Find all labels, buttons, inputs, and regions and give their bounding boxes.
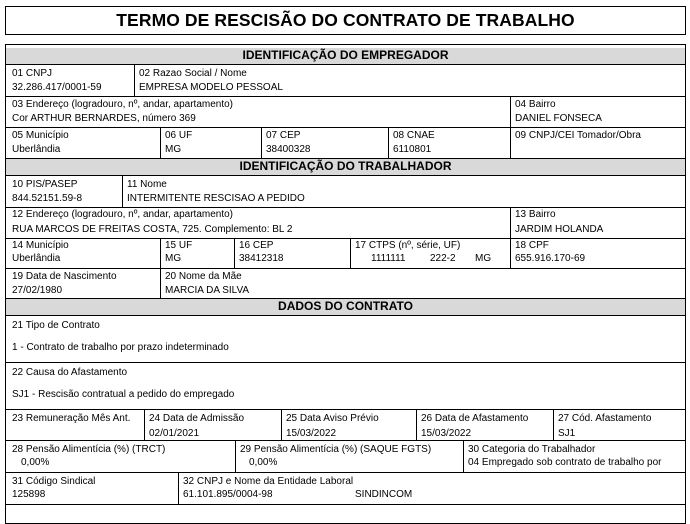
pensao-fgts-label: 29 Pensão Alimentícia (%) (SAQUE FGTS) <box>240 444 432 455</box>
section-header-trabalhador: IDENTIFICAÇÃO DO TRABALHADOR <box>6 159 685 175</box>
data-afastamento-label: 26 Data de Afastamento <box>421 413 529 424</box>
municipio-empregador-value: Uberlândia <box>12 144 61 155</box>
cnpj-cei-tomador-label: 09 CNPJ/CEI Tomador/Obra <box>515 130 641 141</box>
entidade-cnpj-value: 61.101.895/0004-98 <box>183 489 273 500</box>
causa-afastamento-label: 22 Causa do Afastamento <box>12 367 128 378</box>
remuneracao-label: 23 Remuneração Mês Ant. <box>12 413 131 424</box>
cnpj-label: 01 CNPJ <box>12 68 53 79</box>
razao-social-label: 02 Razao Social / Nome <box>139 68 247 79</box>
categoria-value: 04 Empregado sob contrato de trabalho por <box>468 457 662 468</box>
cep-empregador-label: 07 CEP <box>266 130 301 141</box>
ctps-uf: MG <box>475 253 492 264</box>
bairro-trabalhador-value: JARDIM HOLANDA <box>515 224 604 235</box>
section-header-contrato: DADOS DO CONTRATO <box>6 299 685 315</box>
ctps-numero: 1111111 <box>371 253 406 264</box>
codigo-sindical-label: 31 Código Sindical <box>12 476 96 487</box>
codigo-sindical-value: 125898 <box>12 489 46 500</box>
cnpj-value: 32.286.417/0001-59 <box>12 82 102 93</box>
cnae-label: 08 CNAE <box>393 130 435 141</box>
ctps-serie: 222-2 <box>430 253 456 264</box>
pensao-trct-label: 28 Pensão Alimentícia (%) (TRCT) <box>12 444 166 455</box>
cod-afastamento-label: 27 Cód. Afastamento <box>558 413 652 424</box>
entidade-nome-value: SINDINCOM <box>355 489 413 500</box>
bairro-empregador-value: DANIEL FONSECA <box>515 113 602 124</box>
nome-mae-label: 20 Nome da Mãe <box>165 271 242 282</box>
cnae-value: 6110801 <box>393 144 432 155</box>
cep-empregador-value: 38400328 <box>266 144 311 155</box>
aviso-previo-value: 15/03/2022 <box>286 428 337 439</box>
nome-value: INTERMITENTE RESCISAO A PEDIDO <box>127 193 305 204</box>
aviso-previo-label: 25 Data Aviso Prévio <box>286 413 379 424</box>
cpf-label: 18 CPF <box>515 240 549 251</box>
endereco-empregador-label: 03 Endereço (logradouro, nº, andar, apartamento) <box>12 99 234 110</box>
uf-trabalhador-label: 15 UF <box>165 240 193 251</box>
nome-label: 11 Nome <box>127 179 167 190</box>
municipio-trabalhador-value: Uberlândia <box>12 253 61 264</box>
tipo-contrato-label: 21 Tipo de Contrato <box>12 320 100 331</box>
bairro-empregador-label: 04 Bairro <box>515 99 556 110</box>
municipio-trabalhador-label: 14 Município <box>12 240 69 251</box>
nome-mae-value: MARCIA DA SILVA <box>165 285 250 296</box>
entidade-laboral-label: 32 CNPJ e Nome da Entidade Laboral <box>183 476 354 487</box>
document-title: TERMO DE RESCISÃO DO CONTRATO DE TRABALHO <box>5 6 686 35</box>
pensao-trct-value: 0,00% <box>21 457 50 468</box>
pensao-fgts-value: 0,00% <box>249 457 278 468</box>
uf-empregador-label: 06 UF <box>165 130 193 141</box>
causa-afastamento-value: SJ1 - Rescisão contratual a pedido do empregado <box>12 389 235 400</box>
uf-empregador-value: MG <box>165 144 182 155</box>
nascimento-value: 27/02/1980 <box>12 285 63 296</box>
section-header-empregador: IDENTIFICAÇÃO DO EMPREGADOR <box>6 48 685 64</box>
cep-trabalhador-value: 38412318 <box>239 253 284 264</box>
bairro-trabalhador-label: 13 Bairro <box>515 209 556 220</box>
admissao-value: 02/01/2021 <box>149 428 200 439</box>
endereco-trabalhador-value: RUA MARCOS DE FREITAS COSTA, 725. Complemento: BL 2 <box>12 224 293 235</box>
data-afastamento-value: 15/03/2022 <box>421 428 472 439</box>
categoria-label: 30 Categoria do Trabalhador <box>468 444 596 455</box>
endereco-trabalhador-label: 12 Endereço (logradouro, nº, andar, apartamento) <box>12 209 234 220</box>
uf-trabalhador-value: MG <box>165 253 182 264</box>
pis-value: 844.52151.59-8 <box>12 193 83 204</box>
admissao-label: 24 Data de Admissão <box>149 413 245 424</box>
pis-label: 10 PIS/PASEP <box>12 179 78 190</box>
cep-trabalhador-label: 16 CEP <box>239 240 274 251</box>
ctps-label: 17 CTPS (nº, série, UF) <box>355 240 461 251</box>
razao-social-value: EMPRESA MODELO PESSOAL <box>139 82 283 93</box>
tipo-contrato-value: 1 - Contrato de trabalho por prazo indeterminado <box>12 342 229 353</box>
nascimento-label: 19 Data de Nascimento <box>12 271 117 282</box>
endereco-empregador-value: Cor ARTHUR BERNARDES, número 369 <box>12 113 196 124</box>
cod-afastamento-value: SJ1 <box>558 428 576 439</box>
municipio-empregador-label: 05 Município <box>12 130 69 141</box>
cpf-value: 655.916.170-69 <box>515 253 586 264</box>
